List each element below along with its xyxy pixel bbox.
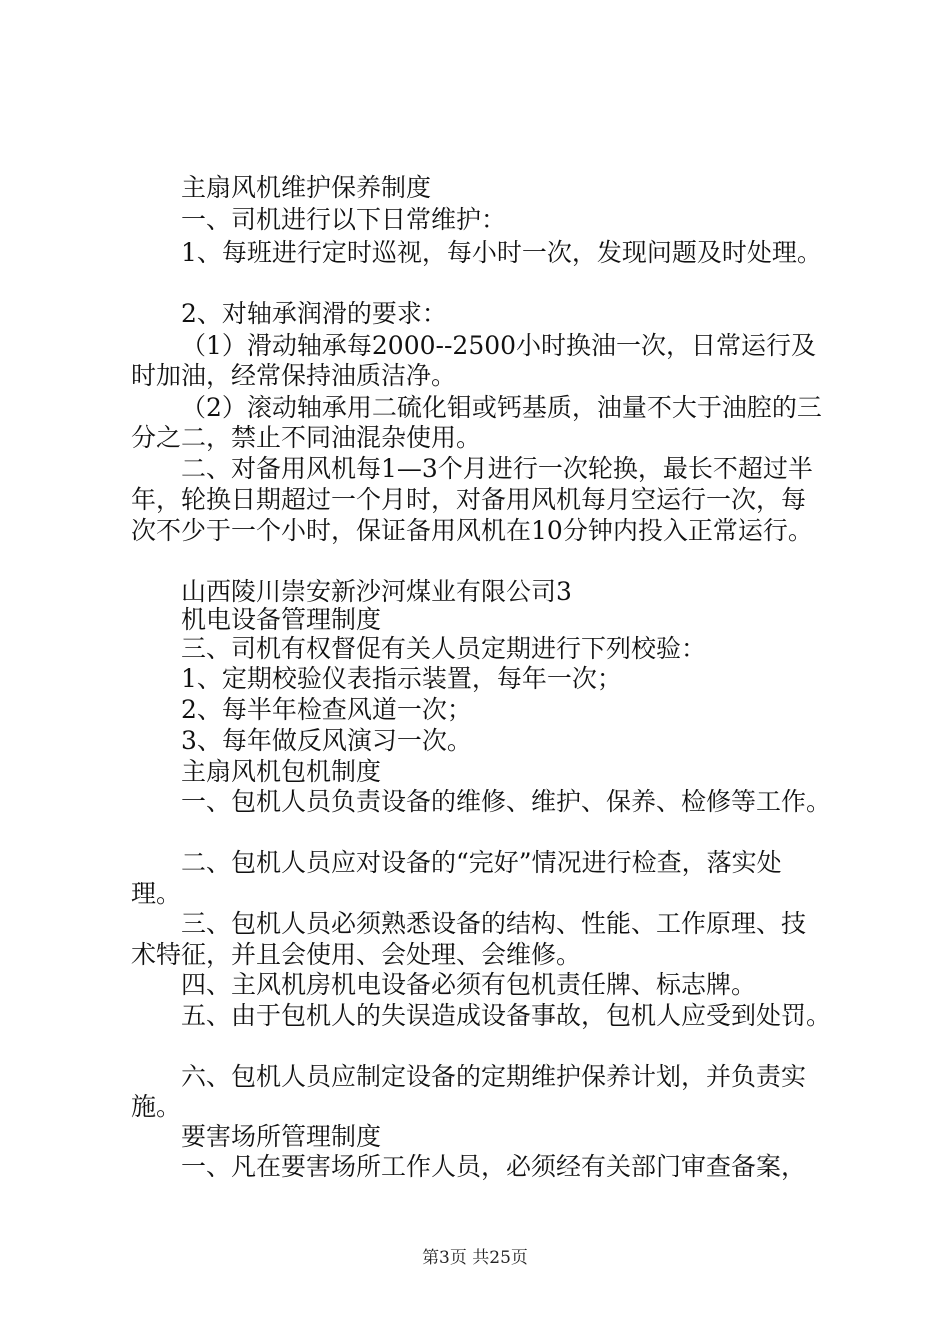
text-line: 一、司机进行以下日常维护： xyxy=(181,205,507,234)
text-line: 次不少于一个小时，保证备用风机在10分钟内投入正常运行。 xyxy=(131,516,813,545)
text-line: 施。 xyxy=(131,1092,182,1121)
text-line: 理。 xyxy=(131,879,182,908)
text-line: 年，轮换日期超过一个月时，对备用风机每月空运行一次，每 xyxy=(131,485,807,514)
text-line: 六、包机人员应制定设备的定期维护保养计划，并负责实 xyxy=(181,1062,807,1091)
section-title: 主扇风机包机制度 xyxy=(181,757,382,786)
text-line: 2、每半年检查风道一次； xyxy=(181,695,472,724)
text-line: 三、司机有权督促有关人员定期进行下列校验： xyxy=(181,634,707,663)
text-line: （2）滚动轴承用二硫化钼或钙基质，油量不大于油腔的三 xyxy=(181,393,822,422)
text-line: 三、包机人员必须熟悉设备的结构、性能、工作原理、技 xyxy=(181,909,807,938)
text-line: 二、包机人员应对设备的“完好”情况进行检查，落实处 xyxy=(181,848,782,877)
text-line: 二、对备用风机每1—3个月进行一次轮换，最长不超过半 xyxy=(181,454,813,483)
text-line: 一、包机人员负责设备的维修、维护、保养、检修等工作。 xyxy=(181,787,832,816)
section-title: 主扇风机维护保养制度 xyxy=(181,173,432,202)
text-line: 一、凡在要害场所工作人员，必须经有关部门审查备案， xyxy=(181,1152,807,1181)
section-title: 机电设备管理制度 xyxy=(181,605,382,634)
section-title: 要害场所管理制度 xyxy=(181,1122,382,1151)
page-number-footer: 第3页 共25页 xyxy=(422,1248,528,1268)
text-line: 2、对轴承润滑的要求： xyxy=(181,299,447,328)
text-line: 四、主风机房机电设备必须有包机责任牌、标志牌。 xyxy=(181,970,757,999)
text-line: 山西陵川崇安新沙河煤业有限公司3 xyxy=(181,577,572,606)
text-line: 1、定期校验仪表指示装置，每年一次； xyxy=(181,664,622,693)
text-line: 术特征，并且会使用、会处理、会维修。 xyxy=(131,940,582,969)
text-line: （1）滑动轴承每2000--2500小时换油一次，日常运行及 xyxy=(181,331,817,360)
text-line: 五、由于包机人的失误造成设备事故，包机人应受到处罚。 xyxy=(181,1001,832,1030)
text-line: 时加油，经常保持油质洁净。 xyxy=(131,361,457,390)
text-line: 1、每班进行定时巡视，每小时一次，发现问题及时处理。 xyxy=(181,238,822,267)
text-line: 3、每年做反风演习一次。 xyxy=(181,726,472,755)
text-line: 分之二，禁止不同油混杂使用。 xyxy=(131,423,482,452)
